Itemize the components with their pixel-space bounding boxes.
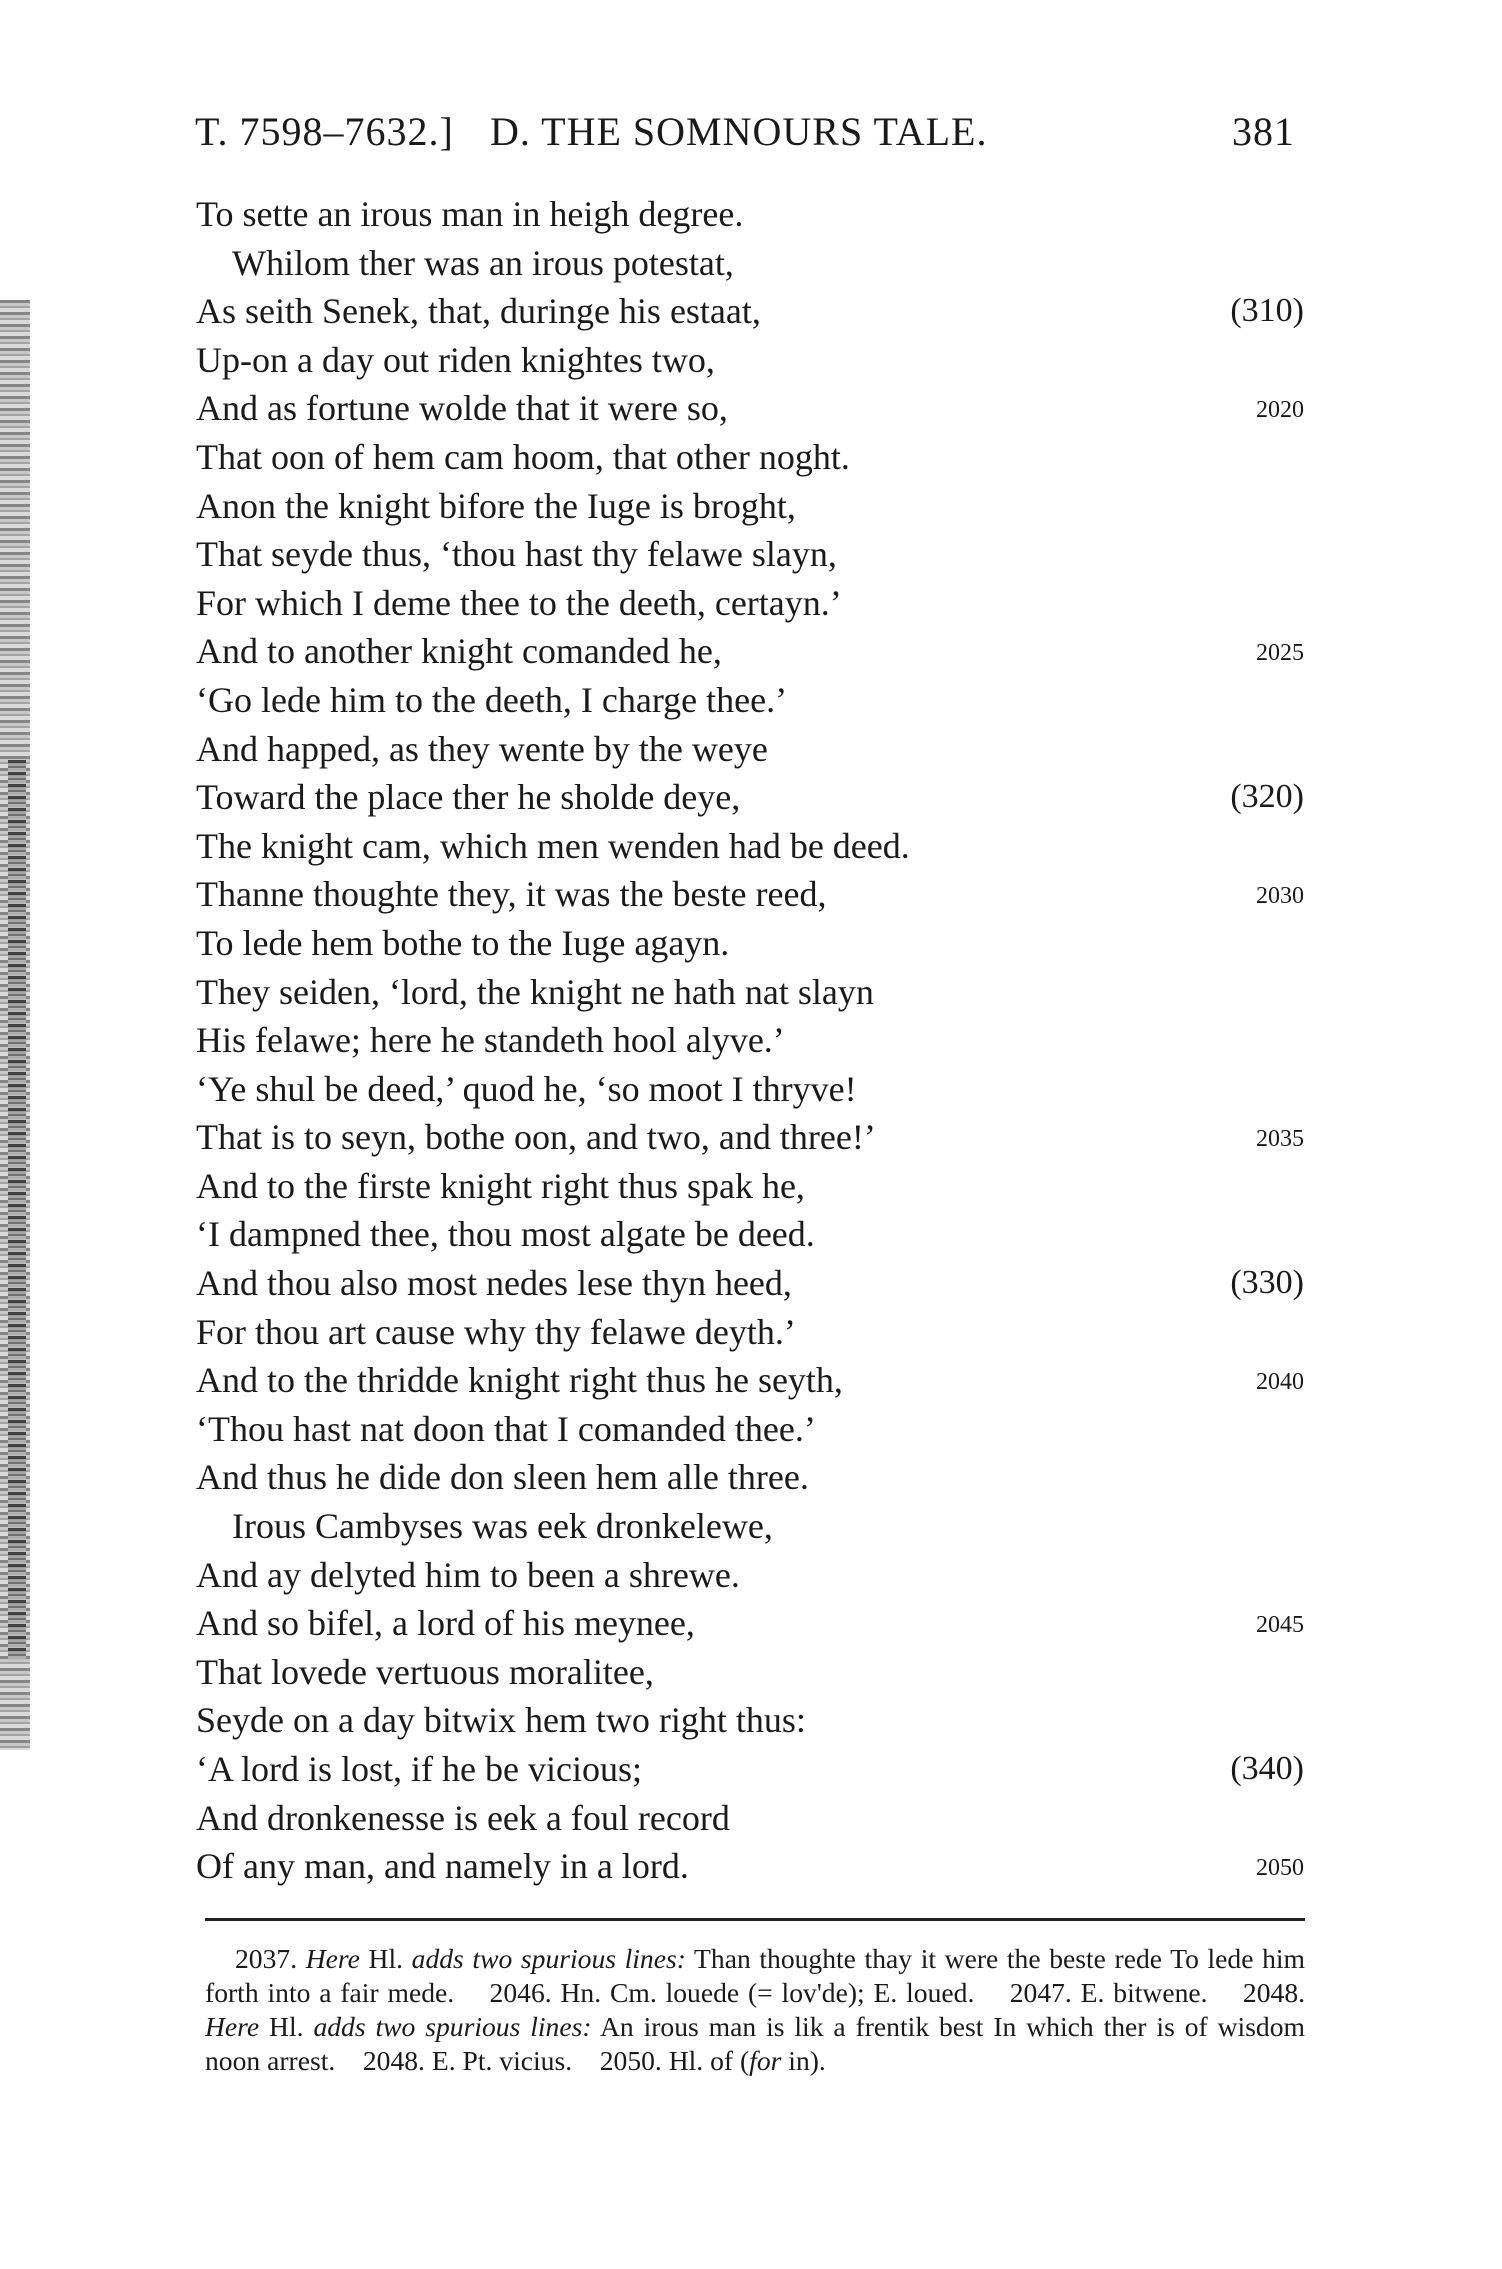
verse-line	[196, 1794, 1304, 1843]
footnotes	[205, 1942, 1305, 2078]
footnote-variant: 2047. E. bitwene.	[1009, 1977, 1208, 2008]
verse-line-text: And happed, as they wente by the weye	[196, 728, 768, 769]
footnote-ms: Hl.	[269, 2011, 304, 2042]
footnote-variant: in).	[781, 2045, 826, 2076]
footnote-text	[205, 1942, 1305, 2078]
line-number: (340)	[1230, 1750, 1304, 1787]
verse-line-text: ‘I dampned thee, thou most algate be deed.	[196, 1214, 815, 1255]
verse-line	[196, 1162, 1304, 1211]
verse-line	[196, 190, 1304, 239]
verse-line	[196, 287, 1304, 336]
verse-line	[196, 773, 1304, 822]
footnote-variant: 2050. Hl. of (	[599, 2045, 750, 2076]
verse-line-text: Up-on a day out riden knightes two,	[196, 339, 715, 380]
line-number: 2045	[1256, 1612, 1304, 1639]
tale-title: D. THE SOMNOURS TALE.	[490, 109, 988, 154]
verse-line-text: To lede hem bothe to the Iuge agayn.	[196, 922, 730, 963]
verse-line-text: Thanne thoughte they, it was the beste reed,	[196, 874, 827, 915]
verse-line-text: Whilom ther was an irous potestat,	[232, 242, 734, 283]
footnote-italic: for	[749, 2045, 782, 2076]
footnote-ref: 2037.	[235, 1943, 298, 1974]
footnote-variant: Than thoughte thay it were the beste rede To lede him forth into a fair mede.	[205, 1943, 1306, 2008]
verse-line-text: And as fortune wolde that it were so,	[196, 388, 728, 429]
verse-line-text: That oon of hem cam hoom, that other noght.	[196, 436, 850, 477]
verse-line	[196, 870, 1304, 919]
verse-line-text: And so bifel, a lord of his meynee,	[196, 1603, 695, 1644]
verse-line	[196, 1696, 1304, 1745]
verse-line	[196, 1259, 1304, 1308]
verse-line-text: They seiden, ‘lord, the knight ne hath nat slayn	[196, 971, 874, 1012]
verse-line	[196, 1745, 1304, 1794]
footnote-ref: 2048.	[1242, 1977, 1306, 2008]
verse-line-text: Of any man, and namely in a lord.	[196, 1846, 689, 1887]
footnote-rule	[205, 1918, 1305, 1921]
verse-line	[196, 1648, 1304, 1697]
verse-block	[196, 190, 1304, 1891]
verse-line-text: Toward the place ther he sholde deye,	[196, 777, 741, 818]
verse-line-text: That is to seyn, bothe oon, and two, and three!’	[196, 1117, 876, 1158]
verse-line	[196, 676, 1304, 725]
line-number: 2050	[1256, 1855, 1304, 1882]
verse-line	[196, 1842, 1304, 1891]
line-number: (330)	[1230, 1264, 1304, 1302]
verse-line	[196, 1453, 1304, 1502]
line-number: (320)	[1230, 778, 1304, 816]
line-number: 2025	[1256, 640, 1304, 667]
verse-line	[196, 1405, 1304, 1454]
verse-line	[196, 336, 1304, 385]
verse-line	[196, 1016, 1304, 1065]
line-number: 2035	[1256, 1126, 1304, 1153]
footnote-italic: adds two spurious lines:	[313, 2011, 592, 2042]
verse-line	[196, 1502, 1304, 1551]
verse-line	[196, 1551, 1304, 1600]
verse-line-text: To sette an irous man in heigh degree.	[196, 194, 744, 234]
running-head	[195, 108, 1295, 158]
verse-line-text: Irous Cambyses was eek dronkelewe,	[232, 1506, 773, 1547]
verse-line-text: That seyde thus, ‘thou hast thy felawe slayn,	[196, 534, 837, 575]
footnote-italic: Here	[205, 2011, 260, 2042]
verse-line	[196, 1356, 1304, 1405]
verse-line-text: ‘A lord is lost, if he be vicious;	[196, 1749, 642, 1789]
verse-line	[196, 579, 1304, 628]
verse-line-text: And thou also most nedes lese thyn heed,	[196, 1263, 792, 1304]
footnote-italic: Here	[305, 1943, 360, 1974]
verse-line-text: His felawe; here he standeth hool alyve.’	[196, 1020, 785, 1061]
verse-line-text: ‘Ye shul be deed,’ quod he, ‘so moot I thryve!	[196, 1068, 857, 1109]
verse-line	[196, 1065, 1304, 1114]
line-number: 2020	[1256, 397, 1304, 424]
verse-line	[196, 627, 1304, 676]
line-number: 2040	[1256, 1369, 1304, 1396]
verse-line-text: Anon the knight bifore the Iuge is broght,	[196, 485, 796, 526]
footnote-variant: 2048. E. Pt. vicius.	[362, 2045, 573, 2076]
line-number: (310)	[1230, 292, 1304, 330]
verse-line	[196, 1308, 1304, 1357]
verse-line	[196, 1210, 1304, 1259]
verse-line	[196, 919, 1304, 968]
verse-line	[196, 1599, 1304, 1648]
verse-line	[196, 433, 1304, 482]
footnote-ms: Hl.	[368, 1943, 404, 1974]
footnote-variant: An irous man is lik a frentik best In which ther is of wisdom noon arrest.	[205, 2011, 1305, 2076]
verse-line-text: The knight cam, which men wenden had be deed.	[196, 825, 910, 866]
verse-line	[196, 239, 1304, 288]
footnote-variant: 2046. Hn. Cm. louede (= lov'de); E. loued.	[489, 1977, 975, 2008]
verse-line-text: And to another knight comanded he,	[196, 631, 722, 672]
verse-line	[196, 384, 1304, 433]
line-number: 2030	[1256, 883, 1304, 910]
footnote-italic: adds two spurious lines:	[411, 1943, 686, 1974]
verse-line-text: ‘Thou hast nat doon that I comanded thee.’	[196, 1408, 816, 1449]
scan-margin-shadow-inner	[8, 760, 26, 1660]
verse-line-text: And thus he dide don sleen hem alle three.	[196, 1457, 809, 1498]
verse-line-text: Seyde on a day bitwix hem two right thus:	[196, 1700, 806, 1741]
verse-line-text: And to the firste knight right thus spak he,	[196, 1165, 805, 1206]
verse-line	[196, 725, 1304, 774]
verse-line-text: And dronkenesse is eek a foul record	[196, 1797, 730, 1838]
line-range: T. 7598–7632.]	[195, 109, 454, 154]
verse-line	[196, 530, 1304, 579]
verse-line	[196, 1113, 1304, 1162]
verse-line-text: That lovede vertuous moralitee,	[196, 1651, 654, 1692]
page-number: 381	[1232, 109, 1295, 154]
verse-line	[196, 822, 1304, 871]
verse-line-text: For which I deme thee to the deeth, certayn.’	[196, 582, 842, 623]
verse-line-text: And ay delyted him to been a shrewe.	[196, 1554, 740, 1595]
verse-line-text: As seith Senek, that, duringe his estaat,	[196, 291, 761, 332]
verse-line-text: And to the thridde knight right thus he seyth,	[196, 1360, 843, 1401]
verse-line-text: ‘Go lede him to the deeth, I charge thee.’	[196, 679, 788, 720]
verse-line-text: For thou art cause why thy felawe deyth.’	[196, 1311, 796, 1352]
verse-line	[196, 482, 1304, 531]
verse-line	[196, 968, 1304, 1017]
